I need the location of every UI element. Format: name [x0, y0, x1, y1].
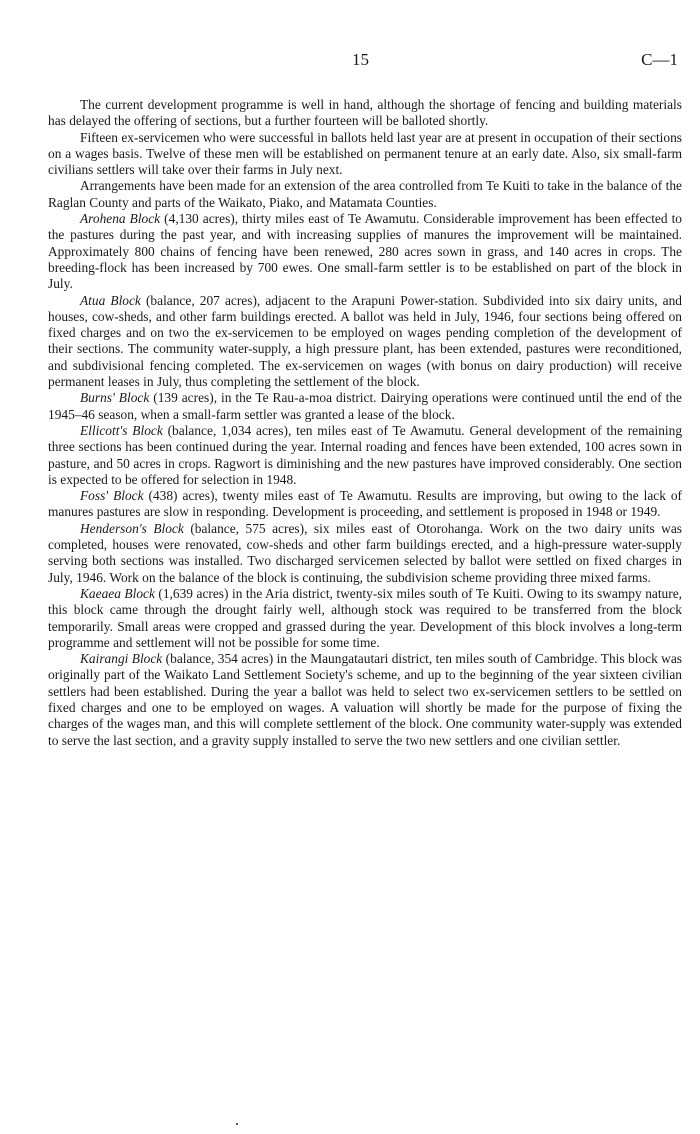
paragraph-ex-servicemen	[48, 130, 682, 179]
paragraph-text: (balance, 354 acres) in the Maungatautari district, ten miles south of Cambridge. This block was originally part of the Waikato Land Settlement Society's scheme, and up to the beginning of the year sixteen civilian settlers had been established. During the year a ballot was held to select two ex-servicemen settlers to be settled on fixed charges and one to be employed on wages. A valuation will shortly be made for the purpose of fixing the charges of the wages man, and this will complete settlement of the block. One community water-supply was extended to serve the last section, and a gravity supply installed to serve the two new settlers and one civilian settler.	[48, 651, 683, 748]
paragraph-text: (balance, 1,034 acres), ten miles east of Te Awamutu. General development of the remaining three sections has been continued during the year. Internal roading and fences have been extended, 100 acres sown in pasture, and 50 acres in crops. Ragwort is diminishing and the new pastures have improved considerably. One section is expected to be offered for selection in 1948.	[48, 422, 683, 487]
block-name: Henderson's Block	[80, 520, 184, 536]
paragraph-text: (balance, 207 acres), adjacent to the Arapuni Power-station. Subdivided into six dairy units, and houses, cow-sheds, and other farm buildings erected. A ballot was held in July, 1946, four sections being offered on fixed charges and on two the ex-servicemen to be employed on wages pending completion of the development of their sections. The community water-supply, a high pressure plant, has been extended, pastures were reconditioned, and subdivisional fencing completed. The ex-servicemen on wages (with bonus on dairy production) will receive permanent leases in July, thus completing the settlement of the block.	[48, 292, 682, 390]
block-name: Ellicott's Block	[80, 422, 163, 438]
paragraph-intro	[48, 97, 682, 130]
paragraph-atua-block	[48, 293, 682, 391]
section-code: C—1	[641, 50, 678, 69]
paragraph-ellicotts-block	[48, 423, 682, 488]
paragraph-arrangements	[48, 178, 682, 211]
body-text	[48, 97, 682, 749]
scan-speck	[236, 1123, 238, 1125]
block-name: Atua Block	[80, 292, 141, 308]
paragraph-burns-block	[48, 390, 682, 423]
paragraph-text: Arrangements have been made for an extension of the area controlled from Te Kuiti to take in the balance of the Raglan County and parts of the Waikato, Piako, and Matamata Counties.	[48, 178, 682, 210]
paragraph-text: The current development programme is well in hand, although the shortage of fencing and building materials has delayed the offering of sections, but a further fourteen will be balloted shortly.	[48, 97, 682, 129]
paragraph-text: (balance, 575 acres), six miles east of Otorohanga. Work on the two dairy units was completed, houses were renovated, cow-sheds and other farm buildings erected, and a high-pressure water-supply serving both sections was installed. Two discharged servicemen selected by ballot were settled on fixed charges in July, 1946. Work on the balance of the block is continuing, the subdivision scheme providing three mixed farms.	[48, 520, 682, 585]
page-number: 15	[352, 50, 369, 69]
block-name: Foss' Block	[80, 488, 144, 504]
paragraph-text: (4,130 acres), thirty miles east of Te Awamutu. Considerable improvement has been effected to the pastures during the past year, and with increasing supplies of manures the improvement will be maintained. Approximately 800 chains of fencing have been renewed, 280 acres sown in grass, and 140 acres in crops. The breeding-flock has been increased by 700 ewes. One small-farm settler is to be established on part of the block in July.	[48, 211, 683, 292]
paragraph-text: (139 acres), in the Te Rau-a-moa district. Dairying operations were continued until the end of the 1945–46 season, when a small-farm settler was granted a lease of the block.	[48, 390, 683, 422]
block-name: Arohena Block	[80, 211, 161, 227]
block-name: Kairangi Block	[80, 651, 163, 667]
block-name: Kaeaea Block	[80, 585, 155, 601]
paragraph-arohena-block	[48, 211, 682, 292]
paragraph-text: Fifteen ex-servicemen who were successful in ballots held last year are at present in occupation of their sections on a wages basis. Twelve of these men will be established on permanent tenure at an early date. Also, six small-farm civilians settlers will take over their farms in July next.	[48, 129, 682, 178]
paragraph-hendersons-block	[48, 521, 682, 586]
paragraph-text: (1,639 acres) in the Aria district, twenty-six miles south of Te Kuiti. Owing to its swampy nature, this block came through the drought fairly well, although stock was required to be transferred from the block temporarily. Small areas were cropped and grassed during the year. Development of this block involves a long-term programme and settlement will not be possible for some time.	[48, 585, 682, 650]
paragraph-kairangi-block	[48, 651, 682, 749]
paragraph-text: (438) acres), twenty miles east of Te Awamutu. Results are improving, but owing to the lack of manures pastures are slow in responding. Development is proceeding, and settlement is proposed in 1948 or 1949.	[48, 488, 682, 520]
paragraph-kaeaea-block	[48, 586, 682, 651]
paragraph-foss-block	[48, 488, 682, 521]
block-name: Burns' Block	[80, 390, 150, 406]
page-header	[0, 50, 700, 74]
